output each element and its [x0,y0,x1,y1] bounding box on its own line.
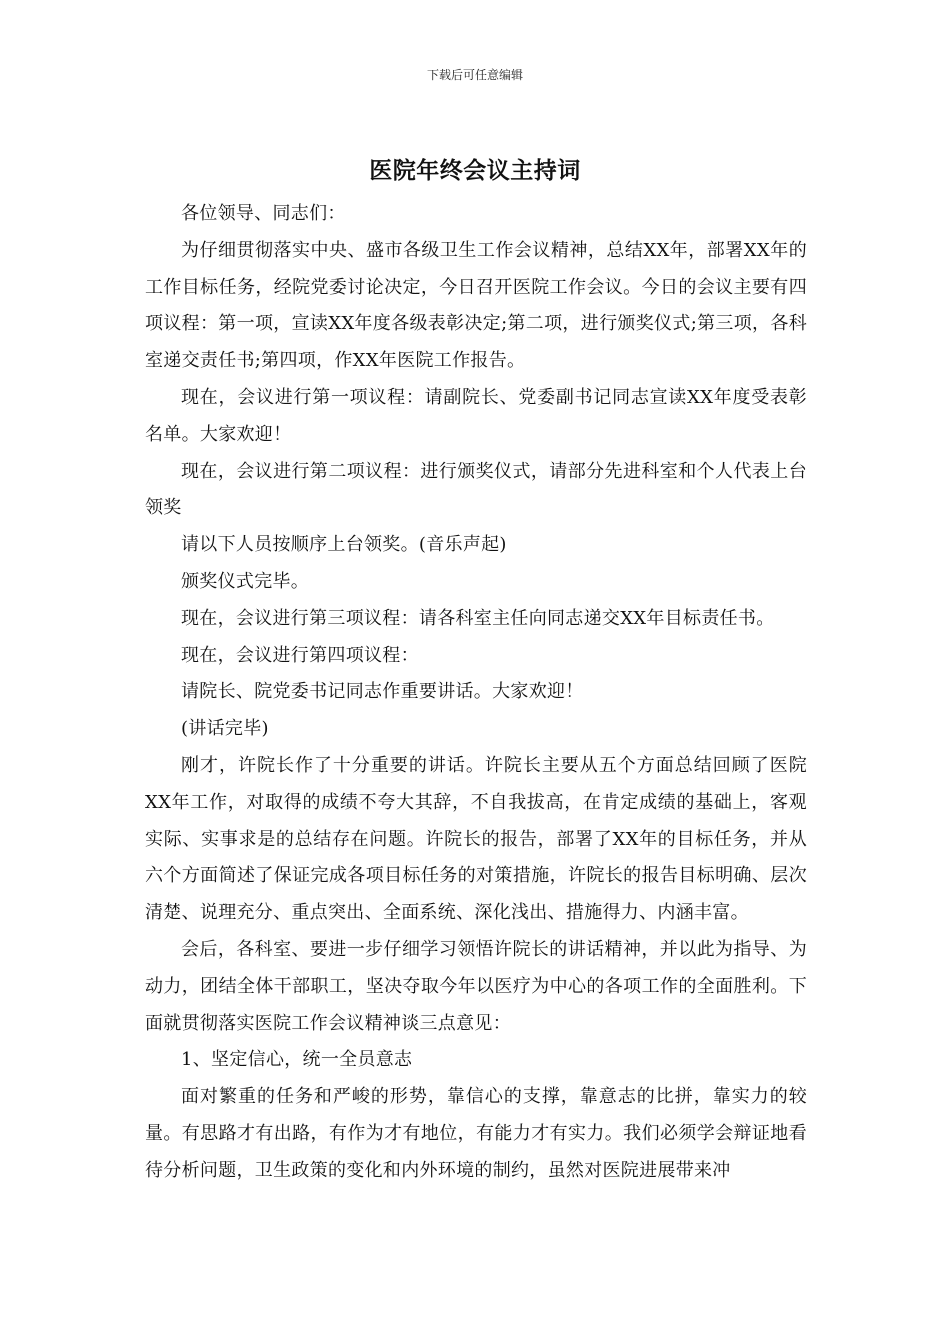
paragraph-follow-up: 会后，各科室、要进一步仔细学习领悟许院长的讲话精神，并以此为指导、为动力，团结全体干部职工，坚决夺取今年以医疗为中心的各项工作的全面胜利。下面就贯彻落实医院工作会议精神谈三点意见： [145,938,807,1034]
paragraph-agenda-2: 现在，会议进行第二项议程：进行颁奖仪式，请部分先进科室和个人代表上台领奖 [145,460,807,519]
page-header-note: 下载后可任意编辑 [426,68,523,82]
paragraph-agenda-3: 现在，会议进行第三项议程：请各科室主任向同志递交XX年目标责任书。 [181,607,775,629]
paragraph-award-done: 颁奖仪式完毕。 [181,570,310,592]
document-title: 医院年终会议主持词 [369,157,581,184]
paragraph-intro: 为仔细贯彻落实中央、盛市各级卫生工作会议精神，总结XX年，部署XX年的工作目标任务，经院党委讨论决定，今日召开医院工作会议。今日的会议主要有四项议程：第一项，宣读XX年度各级表彰决定;第二项，进行颁奖仪式;第三项，各科室递交责任书;第四项，作XX年医院工作报告。 [145,239,807,372]
paragraph-award-order: 请以下人员按顺序上台领奖。(音乐声起) [181,534,507,556]
paragraph-greeting: 各位领导、同志们： [181,203,346,224]
paragraph-agenda-4: 现在，会议进行第四项议程： [181,644,419,666]
paragraph-agenda-1: 现在，会议进行第一项议程：请副院长、党委副书记同志宣读XX年度受表彰名单。大家欢迎！ [145,386,807,445]
document-body [145,196,807,1190]
paragraph-speech-done: (讲话完毕) [181,718,269,740]
section-heading-1: 1、坚定信心，统一全员意志 [181,1049,413,1071]
paragraph-section-1: 面对繁重的任务和严峻的形势，靠信心的支撑，靠意志的比拼，靠实力的较量。有思路才有出路，有作为才有地位，有能力才有实力。我们必须学会辩证地看待分析问题，卫生政策的变化和内外环境的制约，虽然对医院进展带来冲 [145,1086,807,1181]
paragraph-speech-invite: 请院长、院党委书记同志作重要讲话。大家欢迎！ [181,681,584,703]
paragraph-speech-summary: 刚才，许院长作了十分重要的讲话。许院长主要从五个方面总结回顾了医院XX年工作，对取得的成绩不夸大其辞，不自我拔高，在肯定成绩的基础上，客观实际、实事求是的总结存在问题。许院长的报告，部署了XX年的目标任务，并从六个方面简述了保证完成各项目标任务的对策措施，许院长的报告目标明确、层次清楚、说理充分、重点突出、全面系统、深化浅出、措施得力、内涵丰富。 [145,754,807,924]
